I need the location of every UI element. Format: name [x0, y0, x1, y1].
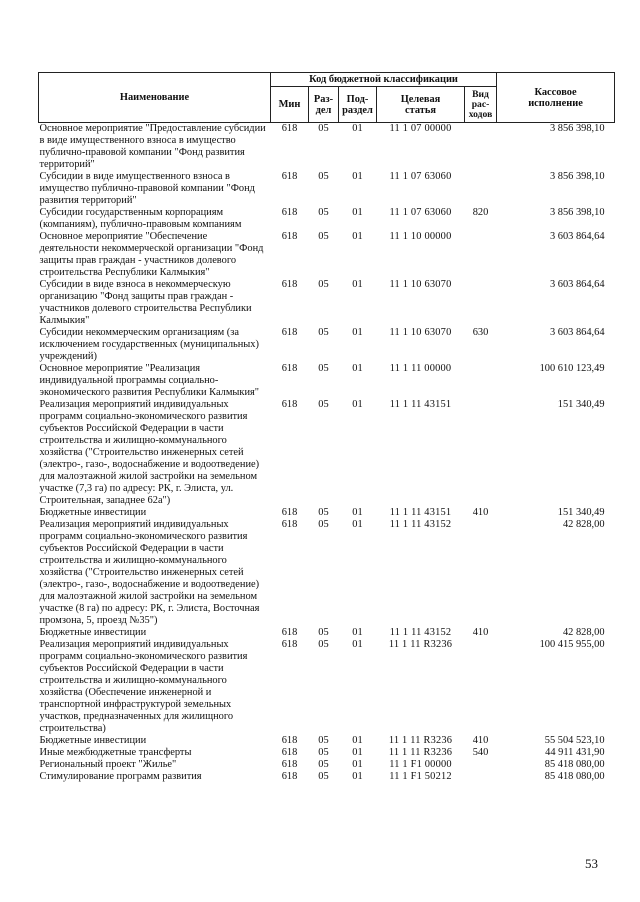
header-statya: Целевая статья [377, 87, 465, 123]
row-amount: 100 415 955,00 [539, 639, 605, 650]
row-name: Субсидии в виде взноса в некоммерческую организацию "Фонд защиты прав граждан - участников долевого строительства Республики Калмыкия" [39, 279, 252, 326]
row-name: Региональный проект "Жилье" [39, 759, 177, 770]
row-min: 618 [281, 627, 298, 638]
row-vid: 410 [472, 627, 489, 638]
row-statya: 11 1 11 R3236 [388, 735, 453, 746]
table-row [39, 231, 615, 279]
row-podrazdel: 01 [352, 735, 363, 746]
row-vid [465, 363, 497, 399]
row-statya: 11 1 11 R3236 [388, 639, 453, 650]
row-vid [465, 279, 497, 327]
row-statya: 11 1 11 00000 [389, 363, 452, 374]
row-statya: 11 1 07 63060 [389, 171, 452, 182]
row-name: Бюджетные инвестиции [39, 627, 147, 638]
row-podrazdel: 01 [352, 519, 363, 530]
row-podrazdel: 01 [352, 507, 363, 518]
row-vid [465, 639, 497, 735]
row-name: Реализация мероприятий индивидуальных программ социально-экономического развития субъектов Российской Федерации в части строительства и жилищно-коммунального хозяйства ("Строительство инженерных сетей (электро-, газо-, водоснабжение и водоотведение) для малоэтажной жилой застройки на земельном участке (8 га) по адресу: РК, г. Элиста, Восточная промзона, 5, проезд №35") [39, 519, 260, 626]
row-name: Субсидии в виде имущественного взноса в имущество публично-правовой компании "Фонд развития территорий" [39, 171, 255, 206]
table-row [39, 627, 615, 639]
row-podrazdel: 01 [352, 639, 363, 650]
row-name: Иные межбюджетные трансферты [39, 747, 192, 758]
row-statya: 11 1 F1 50212 [389, 771, 452, 782]
row-vid [465, 759, 497, 771]
row-statya: 11 1 11 43151 [389, 507, 452, 518]
row-podrazdel: 01 [352, 207, 363, 218]
row-razdel: 05 [318, 735, 329, 746]
row-vid: 820 [472, 207, 489, 218]
row-amount: 151 340,49 [557, 399, 605, 410]
header-name: Наименование [39, 73, 271, 123]
row-min: 618 [281, 171, 298, 182]
header-razdel: Раз- дел [309, 87, 339, 123]
row-amount: 42 828,00 [562, 627, 605, 638]
row-podrazdel: 01 [352, 327, 363, 338]
row-statya: 11 1 11 43152 [389, 519, 452, 530]
header-min: Мин [271, 87, 309, 123]
row-statya: 11 1 11 43151 [389, 399, 452, 410]
row-statya: 11 1 11 R3236 [388, 747, 453, 758]
table-row [39, 123, 615, 172]
row-razdel: 05 [318, 231, 329, 242]
header-vid: Вид рас- ходов [465, 87, 497, 123]
budget-table-sheet [38, 72, 614, 783]
row-statya: 11 1 10 63070 [389, 279, 452, 290]
row-amount: 100 610 123,49 [539, 363, 605, 374]
row-name: Субсидии некоммерческим организациям (за исключением государственных (муниципальных) учреждений) [39, 327, 259, 362]
row-razdel: 05 [318, 279, 329, 290]
table-row [39, 363, 615, 399]
row-razdel: 05 [318, 207, 329, 218]
row-podrazdel: 01 [352, 627, 363, 638]
row-razdel: 05 [318, 747, 329, 758]
table-row [39, 759, 615, 771]
row-statya: 11 1 11 43152 [389, 627, 452, 638]
row-statya: 11 1 10 00000 [389, 231, 452, 242]
row-podrazdel: 01 [352, 123, 363, 134]
row-name: Реализация мероприятий индивидуальных программ социально-экономического развития субъектов Российской Федерации в части строительства и жилищно-коммунального хозяйства ("Строительство инженерных сетей (электро-, газо-, водоснабжение и водоотведение) для малоэтажной жилой застройки на земельном участке (7,3 га) по адресу: РК, г. Элиста, ул. Строительная, западнее 62а") [39, 399, 260, 506]
row-razdel: 05 [318, 519, 329, 530]
row-razdel: 05 [318, 759, 329, 770]
row-min: 618 [281, 759, 298, 770]
row-min: 618 [281, 399, 298, 410]
budget-table [38, 72, 615, 783]
row-vid [465, 399, 497, 507]
row-min: 618 [281, 507, 298, 518]
table-row [39, 519, 615, 627]
row-razdel: 05 [318, 507, 329, 518]
row-razdel: 05 [318, 327, 329, 338]
row-amount: 3 856 398,10 [549, 171, 605, 182]
table-row [39, 507, 615, 519]
row-min: 618 [281, 231, 298, 242]
row-vid [465, 171, 497, 207]
row-vid: 630 [472, 327, 489, 338]
row-min: 618 [281, 519, 298, 530]
row-amount: 85 418 080,00 [544, 771, 605, 782]
row-razdel: 05 [318, 171, 329, 182]
row-razdel: 05 [318, 627, 329, 638]
header-classification-group: Код бюджетной классификации [271, 73, 497, 87]
row-statya: 11 1 10 63070 [389, 327, 452, 338]
row-min: 618 [281, 771, 298, 782]
row-podrazdel: 01 [352, 171, 363, 182]
row-name: Реализация мероприятий индивидуальных программ социально-экономического развития субъектов Российской Федерации в части строительства и жилищно-коммунального хозяйства (Обеспечение инженерной и транспортной инфраструктурой земельных участков, предназначенных для жилищного строительства) [39, 639, 248, 734]
header-podrazdel: Под- раздел [339, 87, 377, 123]
row-name: Бюджетные инвестиции [39, 507, 147, 518]
row-amount: 3 856 398,10 [549, 207, 605, 218]
table-row [39, 327, 615, 363]
row-name: Бюджетные инвестиции [39, 735, 147, 746]
row-amount: 3 603 864,64 [549, 231, 605, 242]
row-amount: 151 340,49 [557, 507, 605, 518]
row-statya: 11 1 F1 00000 [389, 759, 452, 770]
row-statya: 11 1 07 00000 [389, 123, 452, 134]
row-min: 618 [281, 639, 298, 650]
row-amount: 3 603 864,64 [549, 279, 605, 290]
row-razdel: 05 [318, 363, 329, 374]
row-min: 618 [281, 207, 298, 218]
row-vid [465, 123, 497, 172]
row-amount: 3 603 864,64 [549, 327, 605, 338]
row-min: 618 [281, 363, 298, 374]
row-statya: 11 1 07 63060 [389, 207, 452, 218]
row-podrazdel: 01 [352, 231, 363, 242]
row-name: Стимулирование программ развития [39, 771, 202, 782]
row-vid: 410 [472, 507, 489, 518]
row-vid [465, 231, 497, 279]
table-row [39, 747, 615, 759]
row-razdel: 05 [318, 123, 329, 134]
table-row [39, 735, 615, 747]
row-podrazdel: 01 [352, 279, 363, 290]
row-name: Основное мероприятие "Предоставление субсидии в виде имущественного взноса в имущество публично-правовой компании "Фонд развития территорий" [39, 123, 266, 170]
table-row [39, 771, 615, 783]
row-vid [465, 519, 497, 627]
row-name: Основное мероприятие "Реализация индивидуальной программы социально-экономического развития Республики Калмыкия" [39, 363, 260, 398]
row-amount: 85 418 080,00 [544, 759, 605, 770]
table-row [39, 171, 615, 207]
row-amount: 44 911 431,90 [545, 747, 605, 758]
row-min: 618 [281, 735, 298, 746]
row-vid: 540 [472, 747, 489, 758]
table-row [39, 399, 615, 507]
row-podrazdel: 01 [352, 759, 363, 770]
row-amount: 3 856 398,10 [549, 123, 605, 134]
row-name: Основное мероприятие "Обеспечение деятельности некоммерческой организации "Фонд защиты прав граждан - участников долевого строительства Республики Калмыкия" [39, 231, 264, 278]
row-min: 618 [281, 327, 298, 338]
row-podrazdel: 01 [352, 771, 363, 782]
row-vid: 410 [472, 735, 489, 746]
row-razdel: 05 [318, 771, 329, 782]
row-min: 618 [281, 279, 298, 290]
row-podrazdel: 01 [352, 363, 363, 374]
row-vid [465, 771, 497, 783]
table-body [39, 123, 615, 784]
table-row [39, 207, 615, 231]
row-min: 618 [281, 747, 298, 758]
row-name: Субсидии государственным корпорациям (компаниям), публично-правовым компаниям [39, 207, 242, 230]
row-amount: 42 828,00 [562, 519, 605, 530]
table-row [39, 279, 615, 327]
page-number: 53 [585, 856, 598, 871]
row-podrazdel: 01 [352, 399, 363, 410]
table-header [39, 73, 615, 123]
row-razdel: 05 [318, 399, 329, 410]
table-row [39, 639, 615, 735]
row-amount: 55 504 523,10 [544, 735, 605, 746]
row-razdel: 05 [318, 639, 329, 650]
row-podrazdel: 01 [352, 747, 363, 758]
header-kassa: Кассовое исполнение [497, 73, 615, 123]
row-min: 618 [281, 123, 298, 134]
